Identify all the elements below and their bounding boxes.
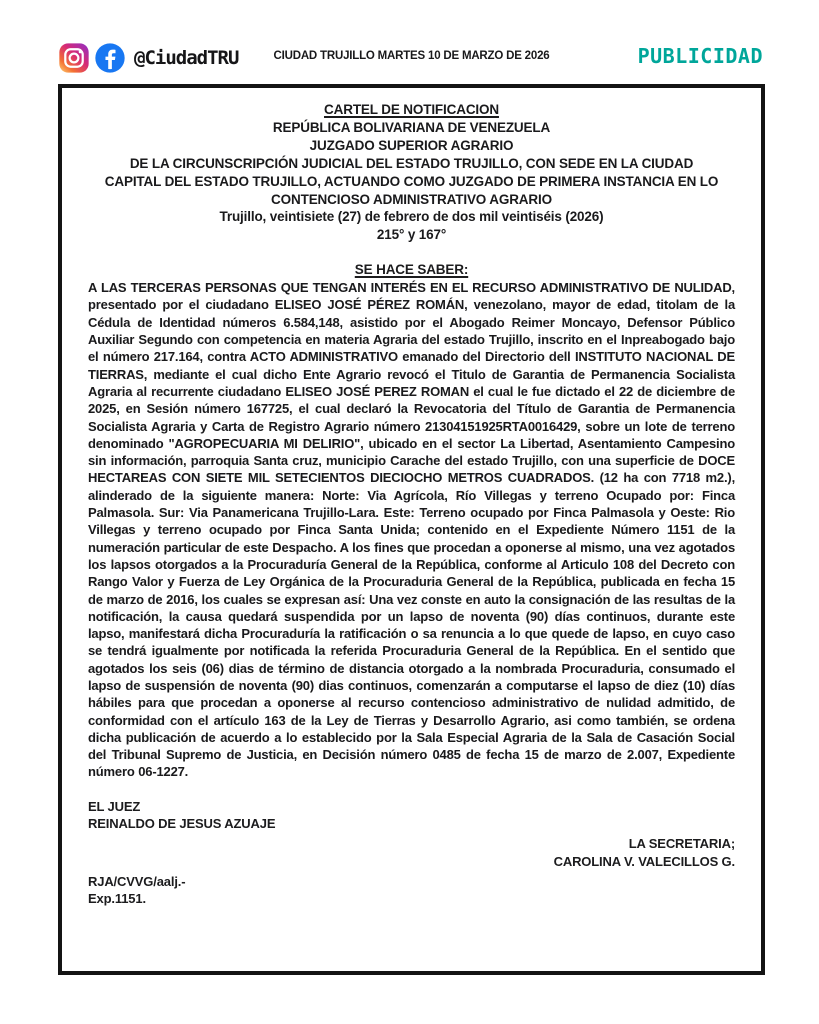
expediente-number: Exp.1151. bbox=[88, 891, 146, 907]
masthead-dateline: CIUDAD TRUJILLO MARTES 10 DE MARZO DE 2026 bbox=[273, 50, 550, 62]
document-title: CARTEL DE NOTIFICACION bbox=[324, 102, 499, 117]
salutation: SE HACE SABER: bbox=[354, 262, 469, 278]
notification-document bbox=[58, 84, 765, 975]
heading-republic: REPÚBLICA BOLIVARIANA DE VENEZUELA bbox=[272, 119, 551, 135]
publicidad-label: PUBLICIDAD bbox=[637, 44, 763, 68]
judge-title: EL JUEZ bbox=[88, 798, 141, 814]
heading-court: JUZGADO SUPERIOR AGRARIO bbox=[309, 137, 514, 153]
judge-name: REINALDO DE JESUS AZUAJE bbox=[88, 816, 276, 832]
social-handle: @CiudadTRU bbox=[134, 47, 239, 69]
document-footer bbox=[88, 873, 735, 908]
secretary-title: LA SECRETARIA; bbox=[628, 836, 735, 852]
document-dateline: Trujillo, veintisiete (27) de febrero de dos mil veintiséis (2026) bbox=[219, 209, 604, 225]
secretary-signature-block bbox=[88, 835, 735, 870]
judge-signature-block bbox=[88, 798, 735, 833]
heading-jurisdiction-3: CONTENCIOSO ADMINISTRATIVO AGRARIO bbox=[271, 191, 552, 207]
notice-body: A LAS TERCERAS PERSONAS QUE TENGAN INTERÉS EN EL RECURSO ADMINISTRATIVO DE NULIDAD, presentado por el ciudadano ELISEO JOSÉ PÉREZ ROMÁN, venezolano, mayor de edad, titolam de la Cédula de Identidad números 6.584,148, asistido por el Abogado Reimer Moncayo, Defensor Público Auxiliar Segundo con competencia en materia Agraria del estado Trujillo, inscrito en el Inpreabogado bajo el número 217.164, contra ACTO ADMINISTRATIVO emanado del Directorio dell INSTITUTO NACIONAL DE TIERRAS, mediante el cual dicho Ente Agrario revocó el Titulo de Garantia de Permanencia Socialista Agraria al recurrente ciudadano ELISEO JOSÉ PEREZ ROMAN el cual le fue dictado el 22 de diciembre de 2025, en Sesión número 167725, el cual declaró la Revocatoria del Título de Garantia de Permanencia Socialista Agraria y Carta de Registro Agrario número 21304151925RTA0016429, sobre un lote de terreno denominado "AGROPECUARIA MI DELIRIO", ubicado en el sector La Libertad, Asentamiento Campesino sin información, parroquia Santa cruz, municipio Carache del estado Trujillo, con una superficie de DOCE HECTAREAS CON SIETE MIL SETECIENTOS DIECIOCHO METROS CUADRADOS. (12 ha con 7718 m2.), alinderado de la siguiente manera: Norte: Via Agrícola, Río Villegas y terreno Ocupado por: Finca Palmasola. Sur: Via Panamericana Trujillo-Lara. Este: Terreno ocupado por Finca Palmasola y Oeste: Rio Villegas y terreno ocupado por Finca Santa Unida; contenido en el Expediente Número 1151 de la numeración particular de este Despacho. A los fines que procedan a oponerse al mismo, una vez agotados los lapsos otorgados a la Procuraduría General de la República, conforme al Articulo 108 del Decreto con Rango Valor y Fuerza de Ley Orgánica de la Procuraduria General de la República, publicada en fecha 15 de marzo de 2016, los cuales se expresan así: Una vez conste en auto la consignación de las resultas de la notificación, la causa quedará suspendida por un lapso de noventa (90) días continuos, durante este lapso, manifestará dicha Procuraduría la ratificación o sa renuncia a lo que quede de lapso, en cuyo caso se tendrá igualmente por notificada la referida Procuraduria General de la República. En el sentido que agotados los seis (06) dias de término de distancia otorgado a la nombrada Procuraduria, consumado el lapso de suspensión de noventa (90) dias continuos, comenzarán a computarse el lapso de diez (10) días hábiles para que procedan a oponerse al recurso contencioso administrativo de nulidad admitido, de conformidad con el artículo 163 de la Ley de Tierras y Desarrollo Agrario, asi como también, se ordena dicha publicación de acuerdo a lo establecido por la Sala Especial Agraria de la Sala de Casación Social del Tribunal Supremo de Justicia, en Decisión número 0485 de fecha 15 de marzo de 2.007, Expediente número 06-1227. bbox=[88, 280, 735, 780]
reference-code: RJA/CVVG/aalj.- bbox=[88, 873, 186, 889]
document-years: 215° y 167° bbox=[376, 227, 447, 243]
heading-jurisdiction-1: DE LA CIRCUNSCRIPCIÓN JUDICIAL DEL ESTADO TRUJILLO, CON SEDE EN LA CIUDAD bbox=[129, 155, 694, 171]
page-header bbox=[58, 40, 765, 78]
secretary-name: CAROLINA V. VALECILLOS G. bbox=[553, 853, 735, 869]
heading-jurisdiction-2: CAPITAL DEL ESTADO TRUJILLO, ACTUANDO COMO JUZGADO DE PRIMERA INSTANCIA EN LO bbox=[104, 173, 719, 189]
